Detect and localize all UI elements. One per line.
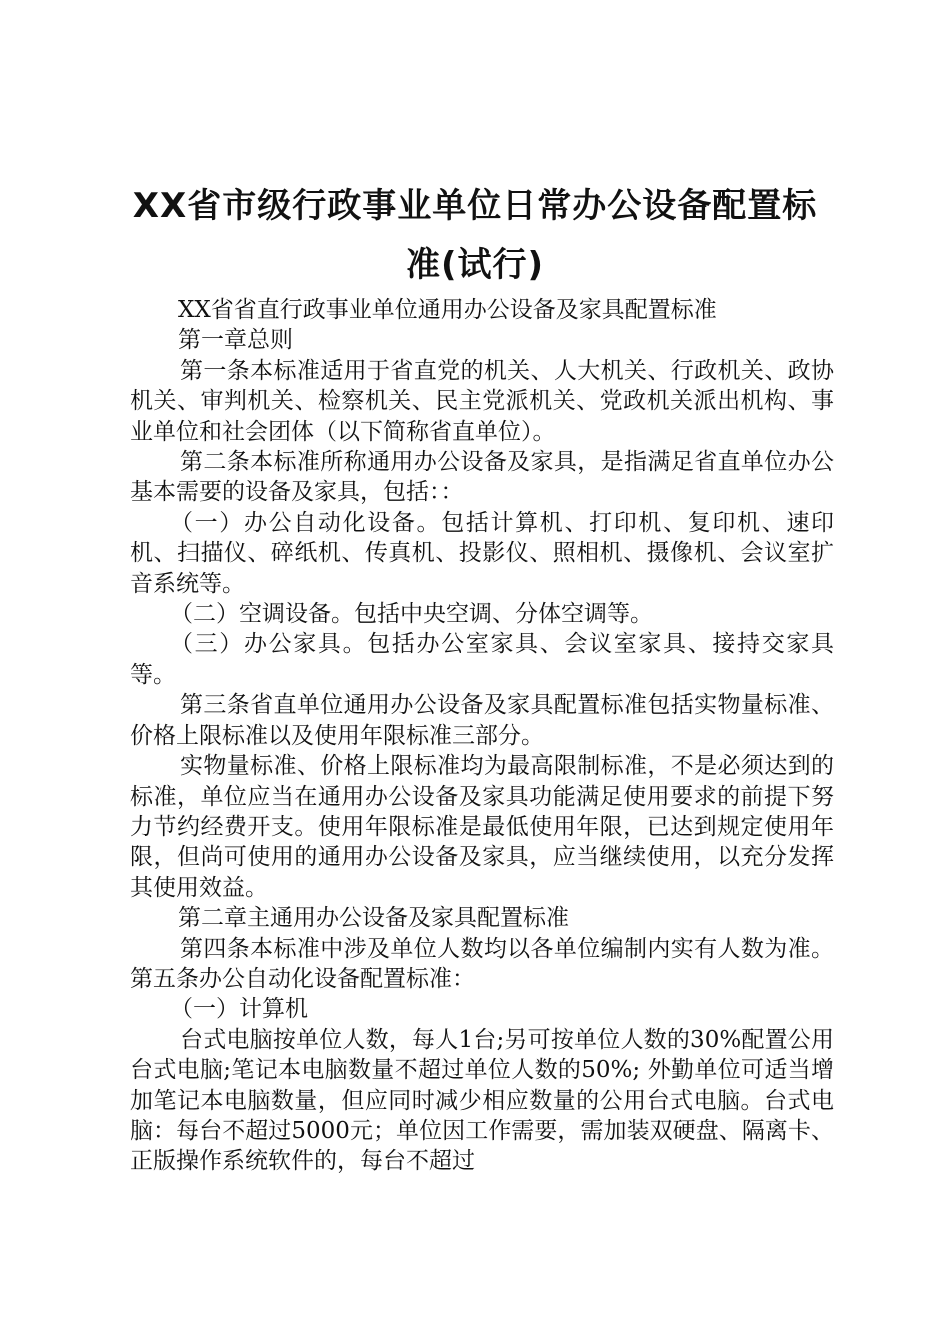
list-item-paragraph: （三）办公家具。包括办公室家具、会议室家具、接持交家具等。 (130, 631, 834, 688)
article-paragraph: 第三条省直单位通用办公设备及家具配置标准包括实物量标准、价格上限标准以及使用年限标准三部分。 (130, 692, 834, 749)
article-paragraph: 第四条本标准中涉及单位人数均以各单位编制内实有人数为准。第五条办公自动化设备配置标准： (130, 935, 834, 992)
section-heading: （一）计算机 (170, 996, 308, 1023)
article-paragraph: 台式电脑按单位人数，每人1台;另可按单位人数的30%配置公用台式电脑;笔记本电脑数量不超过单位人数的50%; 外勤单位可适当增加笔记本电脑数量，但应同时减少相应数量的公用台式电脑。台式电脑：每台不超过5000元；单位因工作需要，需加装双硬盘、隔离卡、正版操作系统软件的，每台不超过 (130, 1026, 834, 1175)
article-paragraph: 实物量标准、价格上限标准均为最高限制标准，不是必须达到的标准，单位应当在通用办公设备及家具功能满足使用要求的前提下努力节约经费开支。使用年限标准是最低使用年限，已达到规定使用年限，但尚可使用的通用办公设备及家具，应当继续使用，以充分发挥其使用效益。 (130, 753, 834, 901)
chapter-heading: 第一章总则 (178, 327, 293, 354)
document-body (130, 295, 834, 1177)
subtitle-paragraph: XX省省直行政事业单位通用办公设备及家具配置标准 (178, 297, 717, 323)
document-title-line-1: XX省市级行政事业单位日常办公设备配置标 (132, 186, 818, 226)
list-item-paragraph: （一）办公自动化设备。包括计算机、打印机、复印机、速印机、扫描仪、碎纸机、传真机、投影仪、照相机、摄像机、会议室扩音系统等。 (130, 509, 834, 597)
document-title-line-2: 准(试行) (405, 245, 545, 285)
article-paragraph: 第一条本标准适用于省直党的机关、人大机关、行政机关、政协机关、审判机关、检察机关、民主党派机关、党政机关派出机构、事业单位和社会团体（以下简称省直单位）。 (130, 357, 834, 445)
chapter-heading: 第二章主通用办公设备及家具配置标准 (178, 905, 569, 932)
list-item-paragraph: （二）空调设备。包括中央空调、分体空调等。 (170, 601, 653, 628)
article-paragraph: 第二条本标准所称通用办公设备及家具，是指满足省直单位办公基本需要的设备及家具，包括：： (130, 449, 834, 506)
